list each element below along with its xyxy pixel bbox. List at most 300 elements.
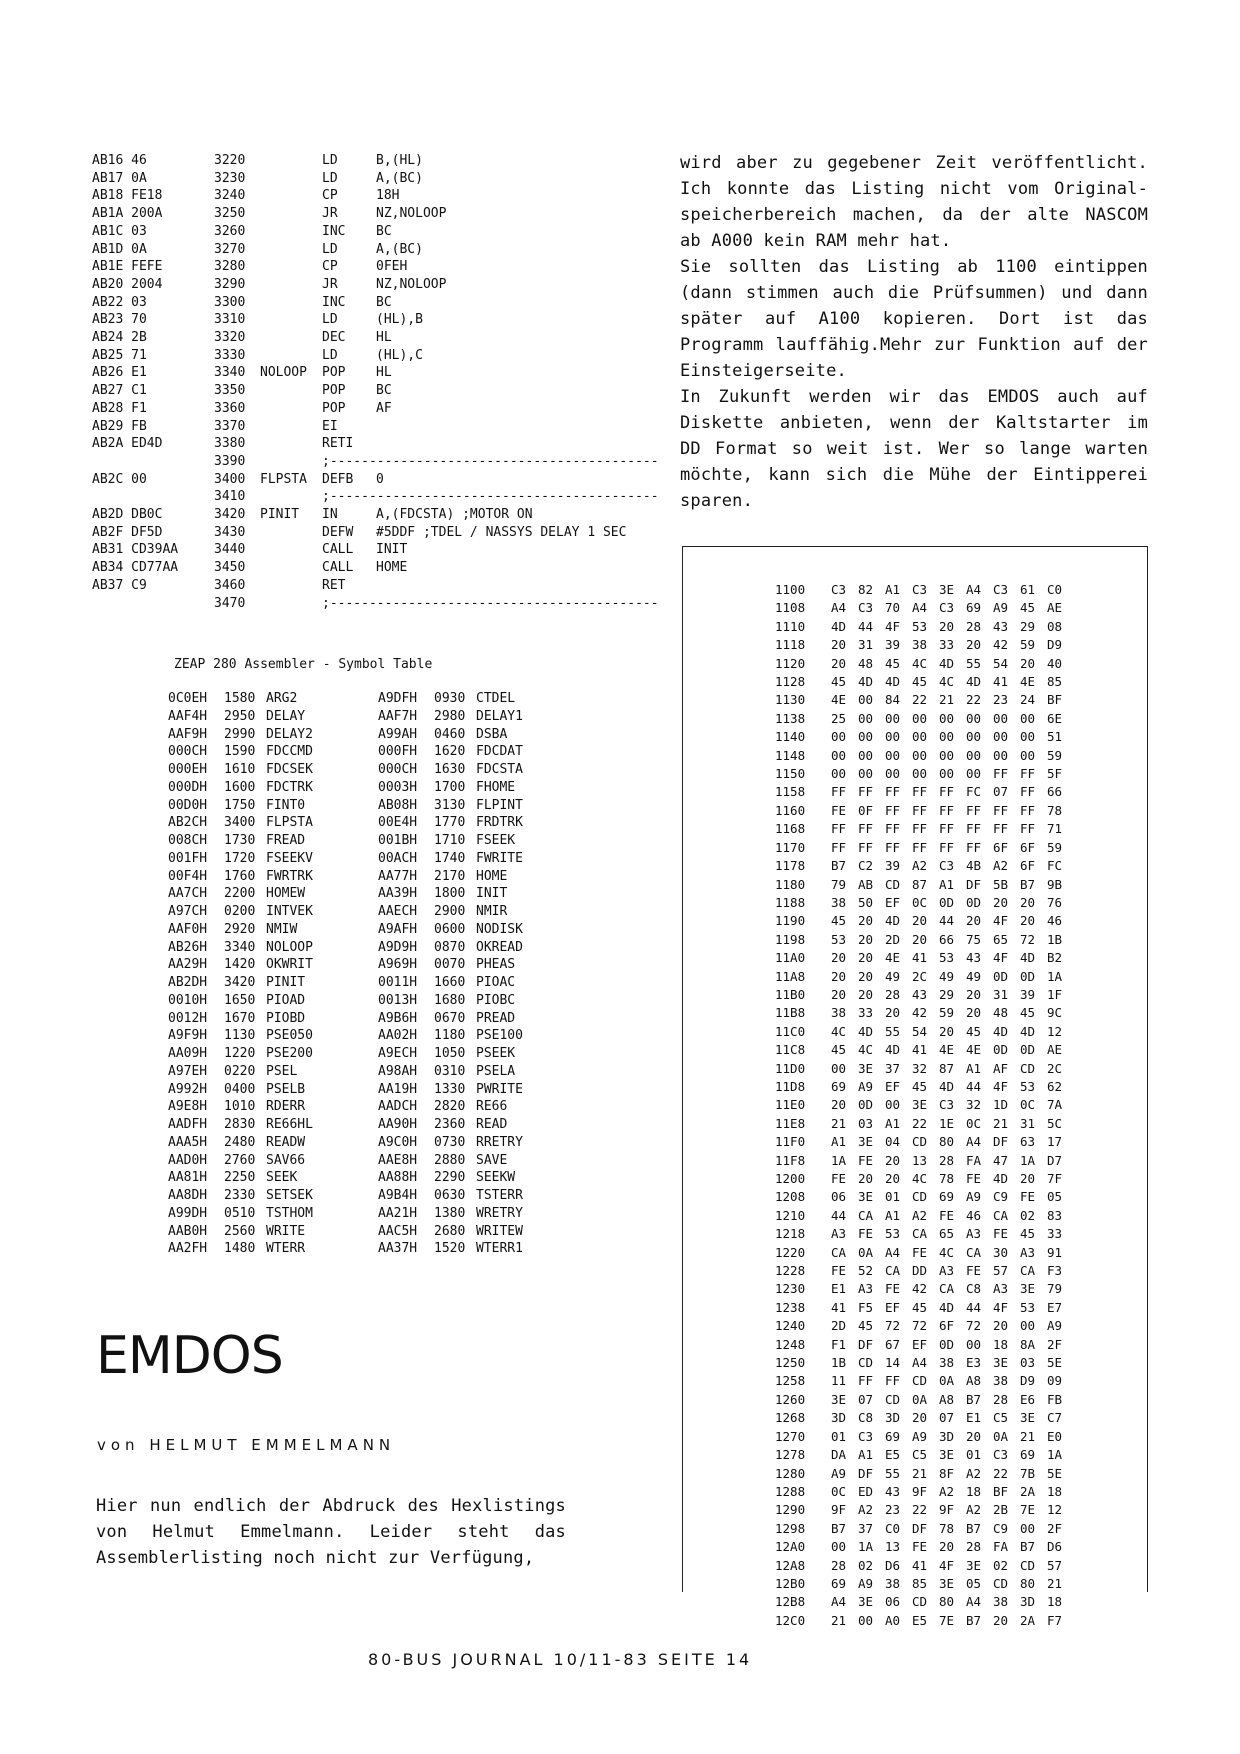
hex-byte: 82 (858, 582, 874, 597)
hex-byte: 42 (993, 637, 1009, 653)
listing-field (260, 258, 322, 276)
hex-byte: 20 (858, 950, 874, 966)
listing-field: 3460 (214, 577, 246, 593)
symbol-field: SAV66 (266, 1152, 306, 1168)
hex-byte: 0D (939, 894, 955, 910)
hex-byte: FE (858, 1226, 874, 1242)
hex-byte: 09 (1047, 1373, 1063, 1389)
symbol-row (168, 974, 588, 992)
symbol-field: 1680 (434, 992, 466, 1008)
hex-byte: 78 (939, 1171, 955, 1186)
symbol-field: A9AFH (378, 921, 418, 937)
hex-byte: FF (858, 839, 874, 855)
hex-byte: 43 (966, 950, 982, 966)
hex-byte: 3D (885, 1410, 901, 1426)
hex-byte: 00 (939, 766, 955, 782)
listing-line (92, 400, 666, 418)
hex-byte: 11A8 (775, 968, 806, 984)
listing-field: BC (376, 383, 392, 399)
listing-field: AB37 C9 (92, 577, 147, 593)
hex-byte: 33 (1047, 1226, 1063, 1242)
hex-byte: FF (966, 839, 982, 855)
hex-byte: 4F (939, 1557, 955, 1573)
hex-byte: 1250 (775, 1355, 806, 1371)
symbol-table-title: ZEAP 280 Assembler - Symbol Table (174, 657, 433, 672)
hex-byte: 20 (885, 1171, 901, 1186)
hex-byte: 1138 (775, 710, 806, 726)
hex-row (775, 949, 1081, 967)
hex-byte: 1278 (775, 1447, 806, 1463)
hex-byte: 57 (1047, 1557, 1063, 1573)
hex-byte: 00 (885, 710, 901, 726)
hex-byte: 4C (912, 655, 928, 671)
listing-field: AB17 0A (92, 170, 147, 186)
hex-byte: 20 (858, 931, 874, 947)
symbol-row (168, 1063, 588, 1081)
hex-byte: 00 (1020, 1318, 1036, 1334)
hex-byte: 4D (939, 655, 955, 671)
hex-byte: 1128 (775, 674, 806, 690)
symbol-field: ARG2 (266, 691, 298, 706)
listing-field: AB23 70 (92, 312, 147, 328)
hex-byte: 1158 (775, 784, 806, 800)
hex-byte: CD (1020, 1060, 1036, 1076)
symbol-field: AAF0H (168, 921, 208, 937)
symbol-field: AA21H (378, 1205, 418, 1221)
listing-field: AB1D 0A (92, 241, 147, 257)
hex-row (775, 1244, 1081, 1262)
symbol-field: 1050 (434, 1046, 466, 1061)
hex-byte: FF (1020, 766, 1036, 782)
listing-field: LD (322, 241, 338, 257)
hex-byte: D6 (885, 1557, 901, 1573)
hex-byte: 65 (939, 1226, 955, 1242)
symbol-field: FREAD (266, 833, 306, 848)
hex-row (775, 765, 1081, 783)
hex-byte: 21 (912, 1465, 928, 1481)
symbol-field: HOMEW (266, 886, 306, 902)
hex-row (775, 876, 1081, 894)
hex-byte: 13 (912, 1152, 928, 1168)
symbol-field: 000FH (378, 744, 418, 760)
symbol-field: WRETRY (476, 1205, 523, 1221)
listing-line (92, 223, 666, 241)
hex-byte: 0D (1020, 968, 1036, 984)
listing-line (92, 311, 666, 329)
listing-line (92, 577, 666, 595)
hex-row (775, 728, 1081, 746)
symbol-field: 2200 (224, 886, 256, 902)
hex-byte: 38 (993, 1594, 1009, 1610)
hex-byte: 00 (858, 747, 874, 763)
hex-byte: 20 (1020, 1171, 1036, 1186)
symbol-field: A98AH (378, 1063, 418, 1079)
hex-byte: 00 (885, 766, 901, 782)
hex-byte: CA (993, 1207, 1009, 1223)
hex-byte: 69 (966, 600, 982, 616)
hex-byte: 20 (939, 1539, 955, 1555)
hex-byte: A3 (993, 1281, 1009, 1297)
hex-byte: 1268 (775, 1410, 806, 1426)
hex-byte: FF (939, 784, 955, 800)
hex-byte: DD (912, 1263, 928, 1279)
symbol-row (168, 868, 588, 886)
hex-byte: 39 (1020, 986, 1036, 1002)
symbol-row (168, 1045, 588, 1063)
hex-byte: F1 (831, 1336, 847, 1352)
symbol-field: 0630 (434, 1188, 466, 1203)
symbol-field: 001BH (378, 833, 418, 848)
hex-byte: 0C (912, 894, 928, 910)
symbol-field: 000DH (168, 779, 208, 795)
hex-byte: 4D (1020, 1023, 1036, 1039)
hex-byte: 45 (912, 1299, 928, 1315)
listing-field: FLPSTA (260, 471, 307, 487)
hex-byte: 00 (858, 729, 874, 745)
hex-byte: C3 (993, 1447, 1009, 1463)
hex-byte: 00 (966, 729, 982, 745)
hex-byte: FF (885, 1373, 901, 1389)
hex-byte: 00 (858, 766, 874, 782)
hex-byte: 3E (912, 1097, 928, 1113)
hex-byte: A3 (831, 1226, 847, 1242)
hex-byte: 28 (993, 1391, 1009, 1407)
hex-byte: A2 (912, 1207, 928, 1223)
listing-field (376, 435, 666, 453)
listing-field: INC (322, 294, 346, 310)
hex-byte: 20 (885, 1005, 901, 1021)
listing-field: 3470 (214, 595, 246, 611)
hex-byte: 9C (1047, 1005, 1063, 1021)
hex-row (775, 1372, 1081, 1390)
hex-row (775, 1465, 1081, 1483)
symbol-field: A9ECH (378, 1046, 418, 1061)
hex-byte: FF (939, 821, 955, 837)
symbol-field: A97EH (168, 1063, 208, 1079)
symbol-field: 1480 (224, 1241, 256, 1257)
hex-byte: FF (912, 821, 928, 837)
hex-byte: FF (912, 839, 928, 855)
hex-byte: 37 (885, 1060, 901, 1076)
symbol-field: AB2DH (168, 975, 208, 990)
hex-byte: 11F8 (775, 1152, 806, 1168)
hex-byte: 00 (1020, 747, 1036, 763)
listing-line (92, 347, 666, 365)
hex-byte: 59 (1047, 747, 1063, 763)
hex-row (775, 1612, 1081, 1630)
listing-field: 3320 (214, 330, 246, 346)
article-title: EMDOS (96, 1326, 283, 1386)
symbol-field: 2680 (434, 1223, 466, 1239)
hex-byte: 43 (912, 986, 928, 1002)
symbol-field: 00E4H (378, 815, 418, 831)
hex-byte: 20 (966, 1005, 982, 1021)
hex-row (775, 747, 1081, 765)
symbol-field: 2290 (434, 1170, 466, 1186)
symbol-field: AA88H (378, 1170, 418, 1186)
hex-byte: 85 (912, 1575, 928, 1591)
hex-byte: 00 (1020, 710, 1036, 726)
hex-row (775, 820, 1081, 838)
hex-byte: C3 (993, 582, 1009, 597)
hex-byte: FE (993, 1226, 1009, 1242)
listing-line (92, 418, 666, 436)
symbol-field: 1180 (434, 1028, 466, 1044)
hex-byte: 53 (1020, 1078, 1036, 1094)
hex-byte: 4D (939, 1299, 955, 1315)
listing-line (92, 488, 666, 506)
hex-byte: 18 (966, 1483, 982, 1499)
listing-field (260, 170, 322, 188)
hex-byte: 79 (1047, 1281, 1063, 1297)
hex-byte: FF (1020, 821, 1036, 837)
hex-byte: AE (1047, 1042, 1063, 1058)
hex-byte: 9F (831, 1502, 847, 1518)
listing-field: 3300 (214, 294, 246, 310)
listing-field (260, 382, 322, 400)
hex-byte: 00 (912, 729, 928, 745)
symbol-field: FWRITE (476, 850, 523, 866)
hex-byte: 00 (939, 729, 955, 745)
hex-byte: 46 (966, 1207, 982, 1223)
hex-row (775, 599, 1081, 617)
symbol-field: A9B6H (378, 1010, 418, 1026)
symbol-row (168, 726, 588, 744)
symbol-field: AAC5H (378, 1223, 418, 1239)
hex-byte: 12C0 (775, 1612, 806, 1628)
hex-byte: 00 (1020, 1520, 1036, 1536)
hex-byte: 3E (858, 1060, 874, 1076)
hex-byte: DF (858, 1465, 874, 1481)
hex-byte: FF (966, 802, 982, 818)
hex-row (775, 1428, 1081, 1446)
hex-byte: 0A (993, 1428, 1009, 1444)
listing-field: AB1E FEFE (92, 259, 163, 275)
hex-byte: 00 (885, 729, 901, 745)
hex-byte: 59 (1047, 839, 1063, 855)
hex-byte: FC (966, 784, 982, 800)
hex-byte: 03 (1020, 1355, 1036, 1371)
hex-byte: 53 (939, 950, 955, 966)
hex-byte: CA (912, 1226, 928, 1242)
hex-byte: 40 (1047, 655, 1063, 671)
hex-byte: 0D (939, 1336, 955, 1352)
hex-byte: 3E (939, 582, 955, 597)
hex-byte: A9 (858, 1575, 874, 1591)
hex-byte: 18 (993, 1336, 1009, 1352)
listing-field (260, 205, 322, 223)
symbol-field: 1420 (224, 957, 256, 973)
hex-byte: 71 (1047, 821, 1063, 837)
hex-row (775, 1593, 1081, 1611)
listing-field: 3360 (214, 400, 246, 416)
hex-row (775, 1336, 1081, 1354)
listing-field: AB31 CD39AA (92, 542, 179, 558)
symbol-field: CTDEL (476, 691, 516, 706)
hex-byte: 66 (1047, 784, 1063, 800)
hex-byte: C3 (939, 858, 955, 874)
hex-byte: A9 (1047, 1318, 1063, 1334)
symbol-field: PSE100 (476, 1028, 523, 1044)
hex-byte: 54 (993, 655, 1009, 671)
hex-byte: 20 (831, 950, 847, 966)
hex-byte: 80 (939, 1134, 955, 1150)
hex-byte: A1 (939, 876, 955, 892)
hex-byte: 1198 (775, 931, 806, 947)
hex-byte: FA (966, 1152, 982, 1168)
hex-byte: A4 (912, 1355, 928, 1371)
hex-byte: 45 (912, 674, 928, 690)
hex-row (775, 1188, 1081, 1206)
symbol-field: A9E8H (168, 1099, 208, 1115)
hex-row (775, 673, 1081, 691)
article-byline: von HELMUT EMMELMANN (97, 1436, 396, 1454)
symbol-field: AB08H (378, 797, 418, 813)
hex-byte: 61 (1020, 582, 1036, 597)
hex-byte: 11C0 (775, 1023, 806, 1039)
symbol-field: 0003H (378, 779, 418, 795)
hex-byte: 1A (831, 1152, 847, 1168)
listing-field: INIT (376, 542, 408, 558)
symbol-field: 1670 (224, 1010, 256, 1026)
hex-byte: DF (858, 1336, 874, 1352)
hex-byte: 3D (939, 1428, 955, 1444)
symbol-row (168, 1223, 588, 1241)
symbol-field: AAB0H (168, 1223, 208, 1239)
symbol-field: 1610 (224, 762, 256, 777)
hex-byte: FF (831, 784, 847, 800)
symbol-field: RE66 (476, 1099, 508, 1115)
listing-line (92, 595, 666, 613)
hex-byte: 11D0 (775, 1060, 806, 1076)
hex-byte: 1B (831, 1355, 847, 1371)
hex-byte: 28 (939, 1152, 955, 1168)
hex-byte: 41 (912, 1042, 928, 1058)
hex-row (775, 1409, 1081, 1427)
hex-row (775, 1483, 1081, 1501)
hex-byte: 67 (885, 1336, 901, 1352)
hex-byte: 22 (993, 1465, 1009, 1481)
symbol-field: 1770 (434, 815, 466, 831)
hex-byte: 2A (1020, 1483, 1036, 1499)
hex-byte: 4D (993, 1171, 1009, 1186)
article-continued (680, 150, 1148, 514)
listing-field (260, 187, 322, 205)
hex-byte: C8 (966, 1281, 982, 1297)
hex-row (775, 1538, 1081, 1556)
hex-byte: 11F0 (775, 1134, 806, 1150)
hex-byte: 1298 (775, 1520, 806, 1536)
hex-byte: 44 (858, 618, 874, 634)
hex-byte: 2F (1047, 1336, 1063, 1352)
listing-field: AB16 46 (92, 153, 147, 168)
hex-byte: FF (1020, 802, 1036, 818)
hex-row (775, 1575, 1081, 1593)
symbol-field: AA81H (168, 1170, 208, 1186)
symbol-field: AAE8H (378, 1152, 418, 1168)
hex-byte: 4E (966, 1042, 982, 1058)
symbol-field: 001FH (168, 850, 208, 866)
listing-field: AB27 C1 (92, 383, 147, 399)
hex-byte: A8 (966, 1373, 982, 1389)
hex-byte: 07 (939, 1410, 955, 1426)
hex-byte: 3E (939, 1447, 955, 1463)
hex-byte: FF (831, 821, 847, 837)
hex-byte: 20 (993, 1612, 1009, 1628)
symbol-field: FWRTRK (266, 868, 313, 884)
listing-field (376, 577, 666, 595)
symbol-field: A992H (168, 1081, 208, 1097)
hex-byte: 20 (912, 913, 928, 929)
symbol-field: FSEEK (476, 833, 516, 848)
listing-field: A,(FDCSTA) ;MOTOR ON (376, 507, 533, 523)
symbol-field: A97CH (168, 904, 208, 919)
listing-field: CP (322, 259, 338, 275)
symbol-field: 1220 (224, 1046, 256, 1061)
hex-byte: 4D (885, 913, 901, 929)
listing-field: DEFW (322, 524, 354, 540)
symbol-row (168, 814, 588, 832)
hex-byte: 31 (858, 637, 874, 653)
hex-byte: 57 (993, 1263, 1009, 1279)
hex-byte: 7A (1047, 1097, 1063, 1113)
hex-byte: 1150 (775, 766, 806, 782)
hex-byte: 55 (885, 1465, 901, 1481)
hex-row (775, 1133, 1081, 1151)
hex-byte: 06 (831, 1189, 847, 1205)
hex-byte: 48 (993, 1005, 1009, 1021)
hex-byte: 85 (1047, 674, 1063, 690)
listing-field (260, 276, 322, 294)
hex-byte: 79 (831, 876, 847, 892)
hex-byte: C8 (858, 1410, 874, 1426)
hex-byte: 1168 (775, 821, 806, 837)
hex-byte: D7 (1047, 1152, 1063, 1168)
listing-field (260, 559, 322, 577)
hex-byte: 38 (885, 1575, 901, 1591)
hex-byte: 41 (912, 950, 928, 966)
hex-byte: FB (1047, 1391, 1063, 1407)
hex-byte: 3E (858, 1189, 874, 1205)
hex-byte: 4D (966, 674, 982, 690)
listing-field: AB18 FE18 (92, 188, 163, 204)
hex-byte: 11E0 (775, 1097, 806, 1113)
hex-byte: B7 (831, 858, 847, 874)
listing-field (376, 418, 666, 436)
hex-byte: CA (1020, 1263, 1036, 1279)
symbol-field: RRETRY (476, 1134, 523, 1150)
symbol-field: 2360 (434, 1117, 466, 1132)
hex-byte: E0 (1047, 1428, 1063, 1444)
listing-field: POP (322, 400, 346, 416)
hex-byte: 20 (966, 1428, 982, 1444)
symbol-field: 1630 (434, 762, 466, 777)
hex-byte: 4F (885, 618, 901, 634)
hex-byte: A2 (966, 1465, 982, 1481)
hex-byte: 33 (858, 1005, 874, 1021)
hex-byte: BF (1047, 692, 1063, 708)
hex-byte: CD (858, 1355, 874, 1371)
symbol-field: NODISK (476, 921, 523, 937)
symbol-field: 1520 (434, 1241, 466, 1257)
listing-field: 3400 (214, 471, 246, 487)
hex-byte: 1230 (775, 1281, 806, 1297)
symbol-field: A99DH (168, 1205, 208, 1221)
symbol-field: SAVE (476, 1152, 508, 1168)
symbol-row (168, 779, 588, 797)
symbol-field: FDCTRK (266, 779, 313, 795)
hex-byte: 42 (912, 1281, 928, 1297)
